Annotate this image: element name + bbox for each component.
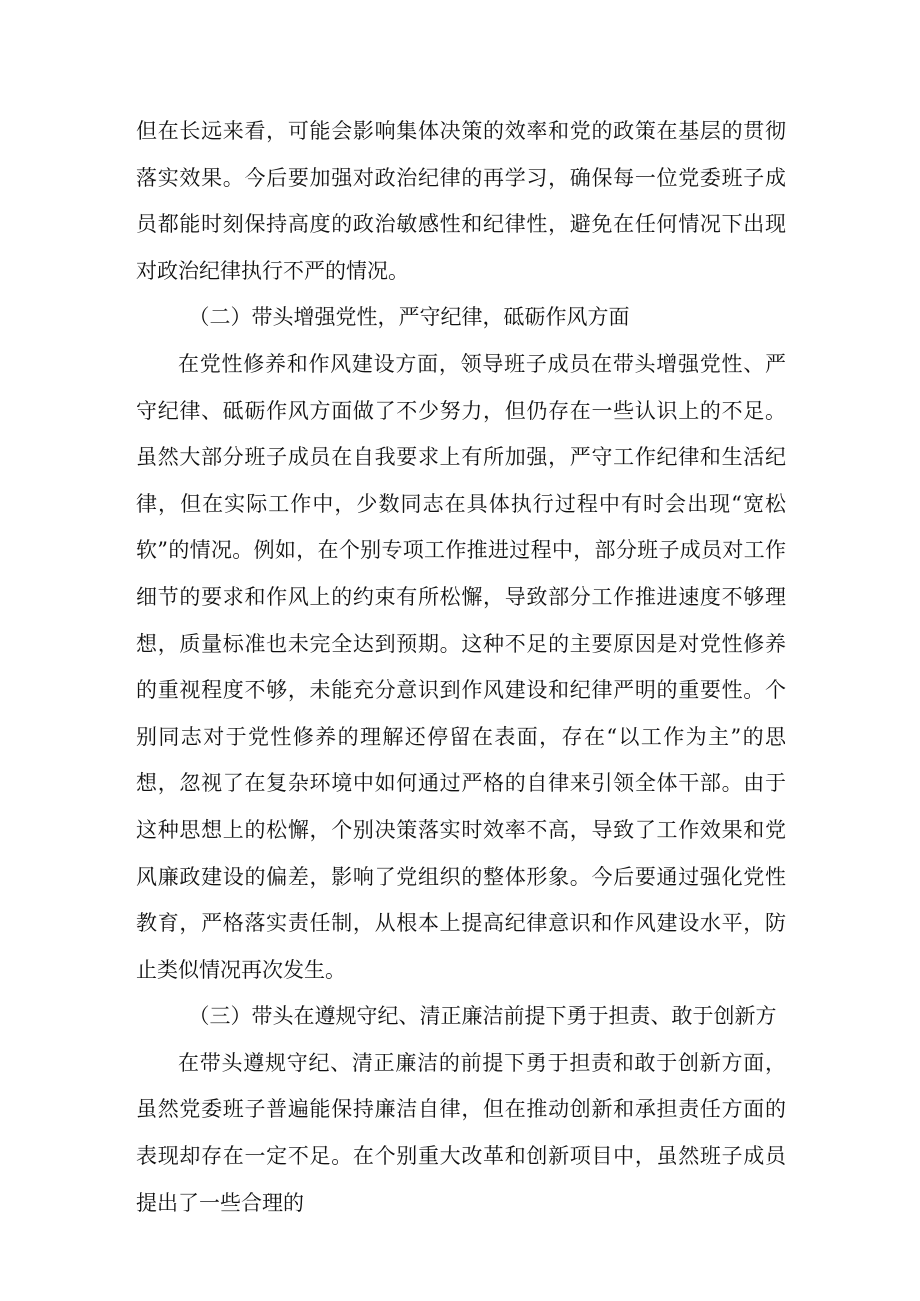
paragraph-responsibility-innovation: 在带头遵规守纪、清正廉洁的前提下勇于担责和敢于创新方面，虽然党委班子普遍能保持廉洁自律，但在推动创新和承担责任方面的表现却存在一定不足。在个别重大改革和创新项目中，虽然班子成员提出了一些合理的 (136, 1050, 786, 1215)
paragraph-continuation: 但在长远来看，可能会影响集体决策的效率和党的政策在基层的贯彻落实效果。今后要加强对政治纪律的再学习，确保每一位党委班子成员都能时刻保持高度的政治敏感性和纪律性，避免在任何情况下出现对政治纪律执行不严的情况。 (136, 119, 786, 283)
section-heading-2: （二）带头增强党性，严守纪律，砥砺作风方面 (188, 305, 630, 330)
paragraph-party-spirit: 在党性修养和作风建设方面，领导班子成员在带头增强党性、严守纪律、砥砺作风方面做了不少努力，但仍存在一些认识上的不足。虽然大部分班子成员在自我要求上有所加强，严守工作纪律和生活纪律，但在实际工作中，少数同志在具体执行过程中有时会出现“宽松软”的情况。例如，在个别专项工作推进过程中，部分班子成员对工作细节的要求和作风上的约束有所松懈，导致部分工作推进速度不够理想，质量标准也未完全达到预期。这种不足的主要原因是对党性修养的重视程度不够，未能充分意识到作风建设和纪律严明的重要性。个别同志对于党性修养的理解还停留在表面，存在“以工作为主”的思想，忽视了在复杂环境中如何通过严格的自律来引领全体干部。由于这种思想上的松懈，个别决策落实时效率不高，导致了工作效果和党风廉政建设的偏差，影响了党组织的整体形象。今后要通过强化党性教育，严格落实责任制，从根本上提高纪律意识和作风建设水平，防止类似情况再次发生。 (136, 351, 786, 982)
document-body (136, 108, 786, 1226)
section-heading-3: （三）带头在遵规守纪、清正廉洁前提下勇于担责、敢于创新方 (188, 1004, 777, 1029)
